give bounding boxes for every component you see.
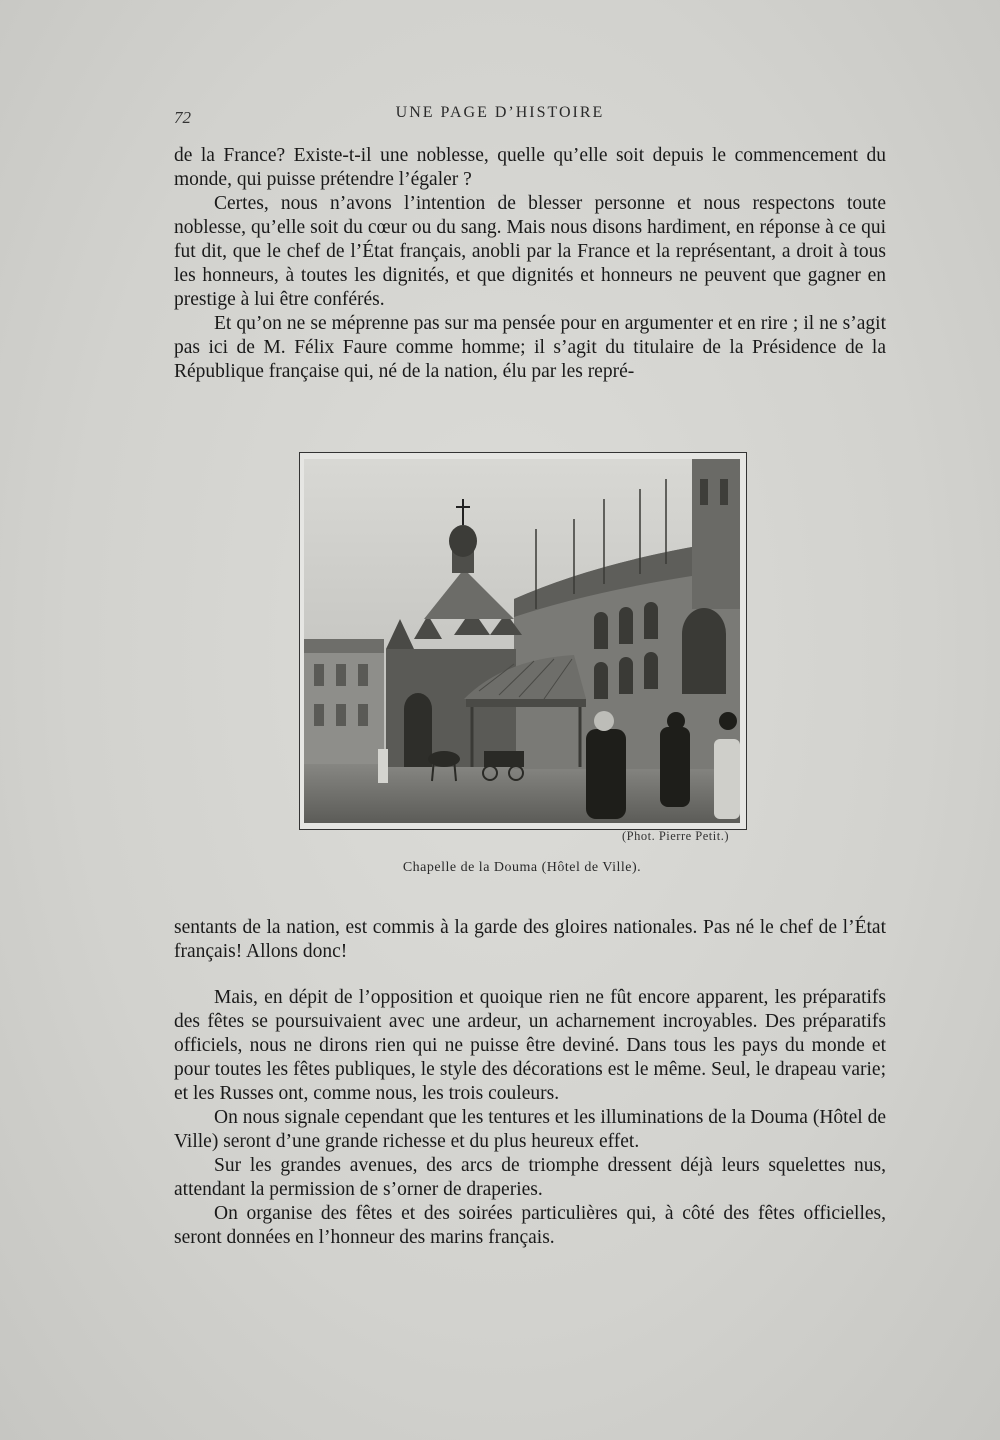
paragraph: On organise des fêtes et des soirées particulières qui, à côté des fêtes officielles, seront données en l’honneur des marins français. [174, 1203, 886, 1248]
text-block-middle [174, 916, 886, 964]
running-title: UNE PAGE D’HISTOIRE [395, 104, 605, 121]
paragraph: Et qu’on ne se méprenne pas sur ma pensée pour en argumenter et en rire ; il ne s’agit pas ici de M. Félix Faure comme homme; il s’agit du titulaire de la Présidence de la République française qui, né de la nation, élu par les repré- [174, 313, 886, 382]
figure-caption: Chapelle de la Douma (Hôtel de Ville). [402, 860, 642, 875]
photo-figure [299, 452, 747, 830]
paragraph: sentants de la nation, est commis à la garde des gloires nationales. Pas né le chef de l’État français! Allons donc! [174, 917, 886, 962]
paragraph: de la France? Existe-t-il une noblesse, quelle qu’elle soit depuis le commencement du monde, qui puisse prétendre l’égaler ? [174, 145, 886, 190]
page-number: 72 [174, 108, 191, 127]
paragraph: Sur les grandes avenues, des arcs de triomphe dressent déjà leurs squelettes nus, attendant la permission de s’orner de draperies. [174, 1155, 886, 1200]
text-block-top [174, 144, 886, 384]
photo-credit: (Phot. Pierre Petit.) [622, 829, 730, 843]
text-block-bottom [174, 986, 886, 1250]
paragraph: On nous signale cependant que les tentures et les illuminations de la Douma (Hôtel de Ville) seront d’une grande richesse et du plus heureux effet. [174, 1107, 886, 1152]
paragraph: Certes, nous n’avons l’intention de blesser personne et nous respectons toute noblesse, qu’elle soit du cœur ou du sang. Mais nous disons hardiment, en réponse à ce qui fut dit, que le chef de l’État français, anobli par la France et la représentant, a droit à tous les honneurs, à toutes les dignités, et que dignités et honneurs ne peuvent que gagner en prestige à lui être conférés. [174, 193, 886, 310]
paragraph: Mais, en dépit de l’opposition et quoique rien ne fût encore apparent, les préparatifs des fêtes se poursuivaient avec une ardeur, un acharnement incroyables. Des préparatifs officiels, nous ne dirons rien qui ne puisse être deviné. Dans tous les pays du monde et pour toutes les fêtes publiques, le style des décorations est le même. Seul, le drapeau varie; et les Russes ont, comme nous, les trois couleurs. [174, 987, 886, 1104]
chapel-photograph [304, 459, 740, 823]
